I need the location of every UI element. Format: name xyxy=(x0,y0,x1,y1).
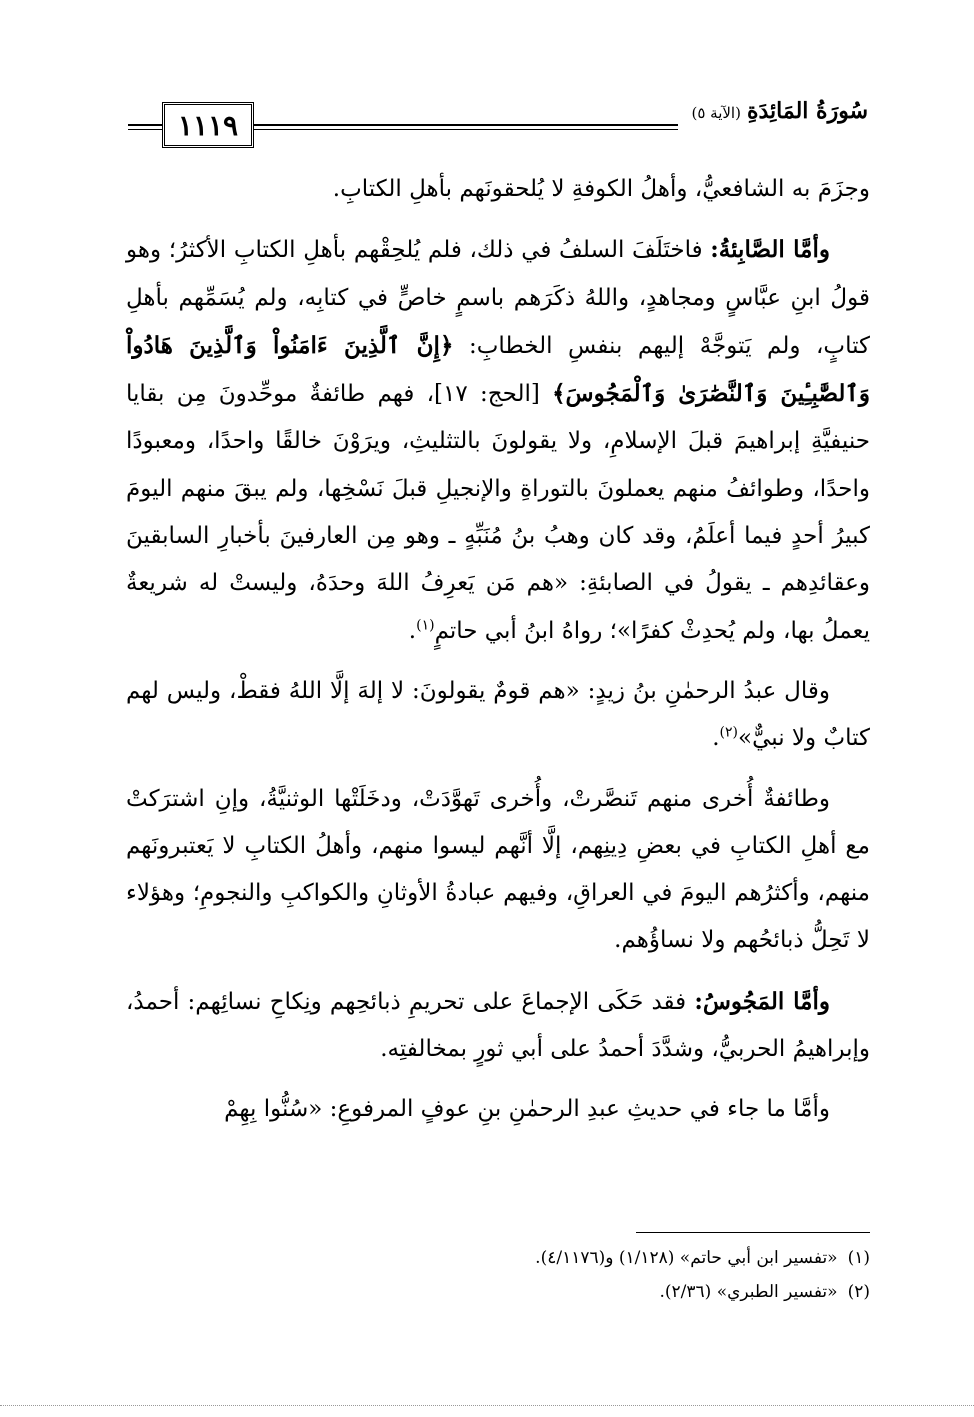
quran-verse: ﴿إِنَّ ٱلَّذِينَ ءَامَنُواْ وَٱلَّذِينَ هَادُواْ وَٱلصَّٰبِـِٔينَ وَٱلنَّصَٰرَىٰ وَٱلْمَجُوسَ﴾ xyxy=(126,331,870,408)
paragraph-text: [الحج: ١٧]، فهم طائفةٌ موحِّدونَ مِن بقايا حنيفيَّةِ إبراهيمَ قبلَ الإسلامِ، ولا يقولونَ بالتثليثِ، ويرَوْنَ خالقًا واحدًا، ومعبودًا واحدًا، وطوائفُ منهم يعملونَ بالتوراةِ والإنجيلِ قبلَ نَسْخِها، ولم يبقَ منهم اليومَ كبيرُ أحدٍ فيما أعلَمُ، وقد كان وهبُ بنُ مُنَبِّهٍ ـ وهو مِن العارفينَ بأخبارِ السابقينَ وعقائدِهم ـ يقولُ في الصابئةِ: «هم مَن يَعرِفُ اللهَ وحدَهُ، وليستْ له شريعةٌ يعملُ بها، ولم يُحدِثْ كفرًا»؛ رواهُ ابنُ أبي حاتمٍ xyxy=(126,381,870,644)
paragraph-text: فاختَلَفَ السلفُ في ذلك، فلم يُلحِقْهم بأهلِ الكتابِ الأكثرُ؛ وهو قولُ ابنِ عبَّاسٍ ومجاهدٍ، واللهُ ذكَرَهم باسمٍ خاصٍّ في كتابِه، ولم يُسَمِّهم بأهلِ كتابٍ، ولم يَتوجَّهْ إليهم بنفسِ الخطابِ: xyxy=(126,237,870,359)
footnote xyxy=(126,1241,870,1275)
header-rule xyxy=(254,129,678,130)
footnote-number: (١) xyxy=(847,1248,870,1268)
running-title xyxy=(691,98,868,124)
paragraph-magians xyxy=(126,978,870,1074)
paragraph-text: وجزَمَ به الشافعيُّ، وأهلُ الكوفةِ لا يُلحقونَهم بأهلِ الكتابِ. xyxy=(332,176,870,202)
paragraph-text: وأمَّا ما جاء في حديثِ عبدِ الرحمٰنِ بنِ عوفٍ المرفوعِ: «سُنُّوا بِهِمْ xyxy=(224,1096,830,1123)
verse-reference: (الآية ٥) xyxy=(691,104,741,122)
paragraph xyxy=(126,668,870,763)
paragraph-text: وطائفةٌ أُخرى منهم تَنصَّرتْ، وأُخرى تَهوَّدَتْ، ودخَلَتْها الوثنيَّةُ، وإنِ اشترَكتْ مع أهلِ الكتابِ في بعضِ دِينِهم، إلَّا أنَّهم ليسوا منهم، وأهلُ الكتابِ لا يَعتبرونَهم منهم، وأكثرُهم اليومَ في العراقِ، وفيهم عبادةُ الأوثانِ والكواكبِ والنجومِ؛ وهؤلاء لا تَحِلُّ ذبائحُهم ولا نساؤُهم. xyxy=(126,785,870,954)
footnote xyxy=(126,1275,870,1309)
paragraph xyxy=(126,776,870,965)
footnote-text: «تفسير ابن أبي حاتم» (١/١٢٨) و(٤/١١٧٦). xyxy=(535,1248,838,1268)
header-rule xyxy=(254,124,678,126)
footnote-number: (٢) xyxy=(847,1282,870,1302)
scan-edge xyxy=(0,1405,974,1406)
footnote-separator xyxy=(636,1232,870,1233)
paragraph-text: . xyxy=(712,725,720,752)
paragraph-text: وقال عبدُ الرحمٰنِ بنُ زيدٍ: «هم قومٌ يقولونَ: لا إلهَ إلَّا اللهُ فقطْ، وليس لهم كتابٌ ولا نبيٌّ» xyxy=(126,677,870,752)
paragraph-sabians xyxy=(126,226,870,655)
main-text xyxy=(126,166,870,1147)
paragraph-text: فقد حَكَى الإجماعَ على تحريمِ ذبائحِهم ونِكاحِ نسائِهم: أحمدُ، وإبراهيمُ الحربيُّ، وشدَّدَ أحمدُ على أبي ثورٍ بمخالفتِه. xyxy=(126,988,870,1063)
page-header xyxy=(128,98,868,154)
footnote-text: «تفسير الطبري» (٢/٣٦). xyxy=(659,1282,838,1302)
header-rule xyxy=(128,124,162,126)
surah-name: سُورَةُ المَائِدَةِ xyxy=(746,98,868,124)
footnote-marker[interactable]: (٢) xyxy=(719,724,739,741)
paragraph xyxy=(126,1086,870,1133)
paragraph xyxy=(126,166,870,213)
section-term: وأمَّا المَجُوسُ: xyxy=(694,987,830,1015)
section-term: وأمَّا الصَّابِئةُ: xyxy=(710,236,830,264)
footnote-marker[interactable]: (١) xyxy=(416,617,435,634)
page-number: ١١١٩ xyxy=(162,102,254,148)
footnotes xyxy=(126,1241,870,1309)
paragraph-text: . xyxy=(408,617,417,644)
header-rule xyxy=(128,129,162,130)
